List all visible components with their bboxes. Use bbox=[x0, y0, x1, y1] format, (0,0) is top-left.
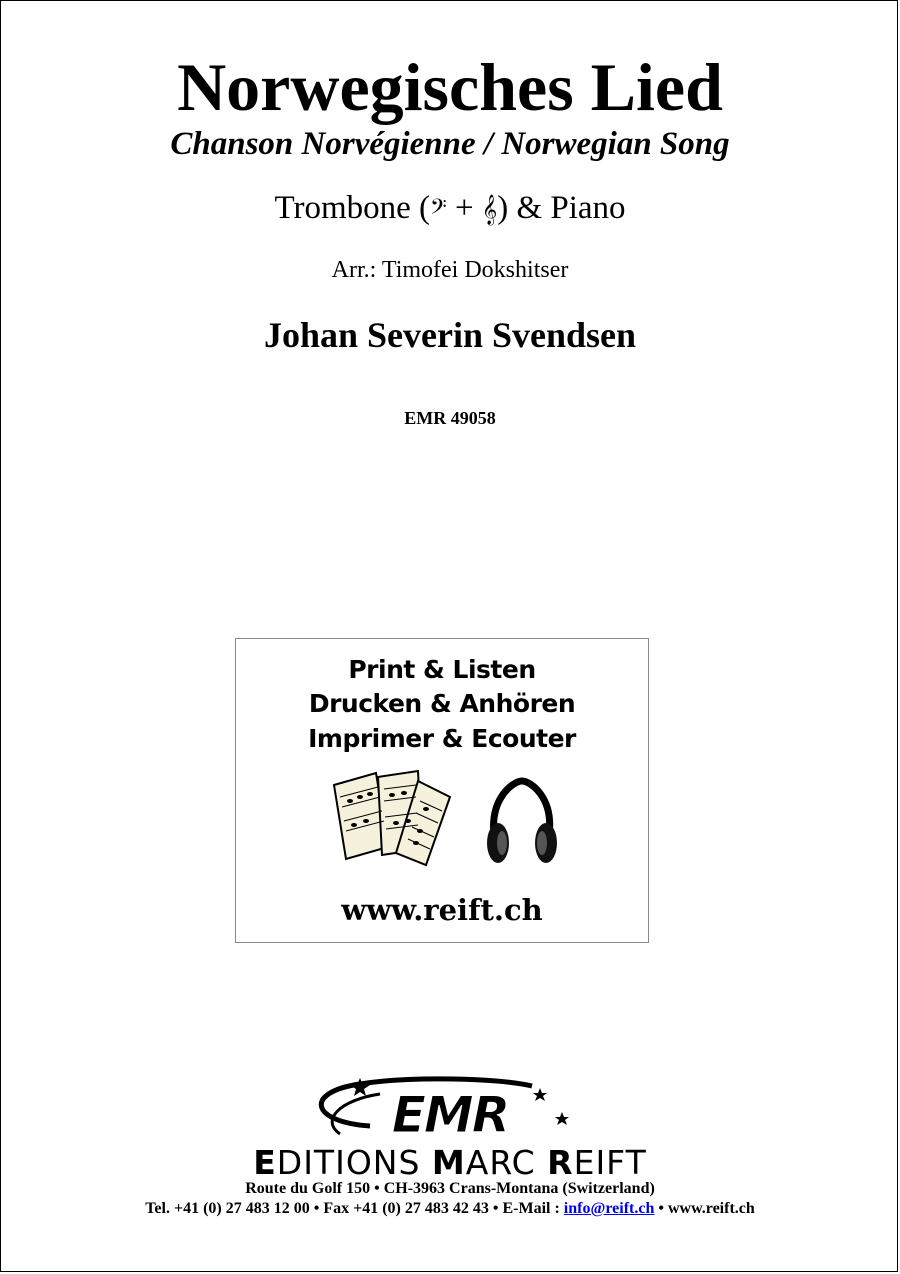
publisher-word-reift: EIFT bbox=[573, 1143, 647, 1182]
publisher-initial-r: R bbox=[547, 1143, 574, 1182]
catalog-number: EMR 49058 bbox=[404, 408, 496, 428]
publisher-address: Route du Golf 150 • CH-3963 Crans-Montana (Switzerland) bbox=[245, 1180, 655, 1197]
arranger: Arr.: Timofei Dokshitser bbox=[331, 257, 569, 283]
headphones-icon bbox=[484, 777, 559, 872]
score-title: Norwegisches Lied bbox=[177, 49, 723, 125]
contact-website: • www.reift.ch bbox=[654, 1200, 755, 1217]
print-listen-box[interactable] bbox=[235, 638, 649, 943]
publisher-initial-m: M bbox=[431, 1143, 466, 1182]
contact-phone-fax: Tel. +41 (0) 27 483 12 00 • Fax +41 (0) 27 483 42 43 • E-Mail : bbox=[145, 1200, 564, 1217]
score-subtitle: Chanson Norvégienne / Norwegian Song bbox=[170, 126, 730, 162]
publisher-contacts bbox=[0, 1200, 900, 1218]
promo-line-french: Imprimer & Ecouter bbox=[308, 724, 576, 753]
instrument-plus: + bbox=[446, 190, 482, 226]
publisher-word-editions: DITIONS bbox=[276, 1143, 432, 1182]
publisher-name bbox=[0, 1143, 900, 1182]
instrument-prefix: Trombone ( bbox=[274, 190, 430, 226]
bass-clef-icon: 𝄢 bbox=[430, 195, 447, 225]
promo-line-english: Print & Listen bbox=[348, 655, 536, 684]
publisher-word-marc: ARC bbox=[465, 1143, 548, 1182]
email-link[interactable]: info@reift.ch bbox=[563, 1200, 655, 1217]
treble-clef-icon: 𝄞 bbox=[481, 195, 498, 225]
promo-website-link[interactable]: www.reift.ch bbox=[341, 893, 543, 927]
instrumentation bbox=[0, 190, 900, 227]
emr-logo-text: EMR bbox=[391, 1086, 509, 1144]
promo-line-german: Drucken & Anhören bbox=[308, 689, 576, 718]
sheet-music-icon bbox=[326, 767, 456, 867]
publisher-initial-e: E bbox=[253, 1143, 277, 1182]
instrument-suffix: ) & Piano bbox=[497, 190, 626, 226]
emr-logo bbox=[300, 1072, 590, 1150]
composer: Johan Severin Svendsen bbox=[263, 315, 637, 355]
